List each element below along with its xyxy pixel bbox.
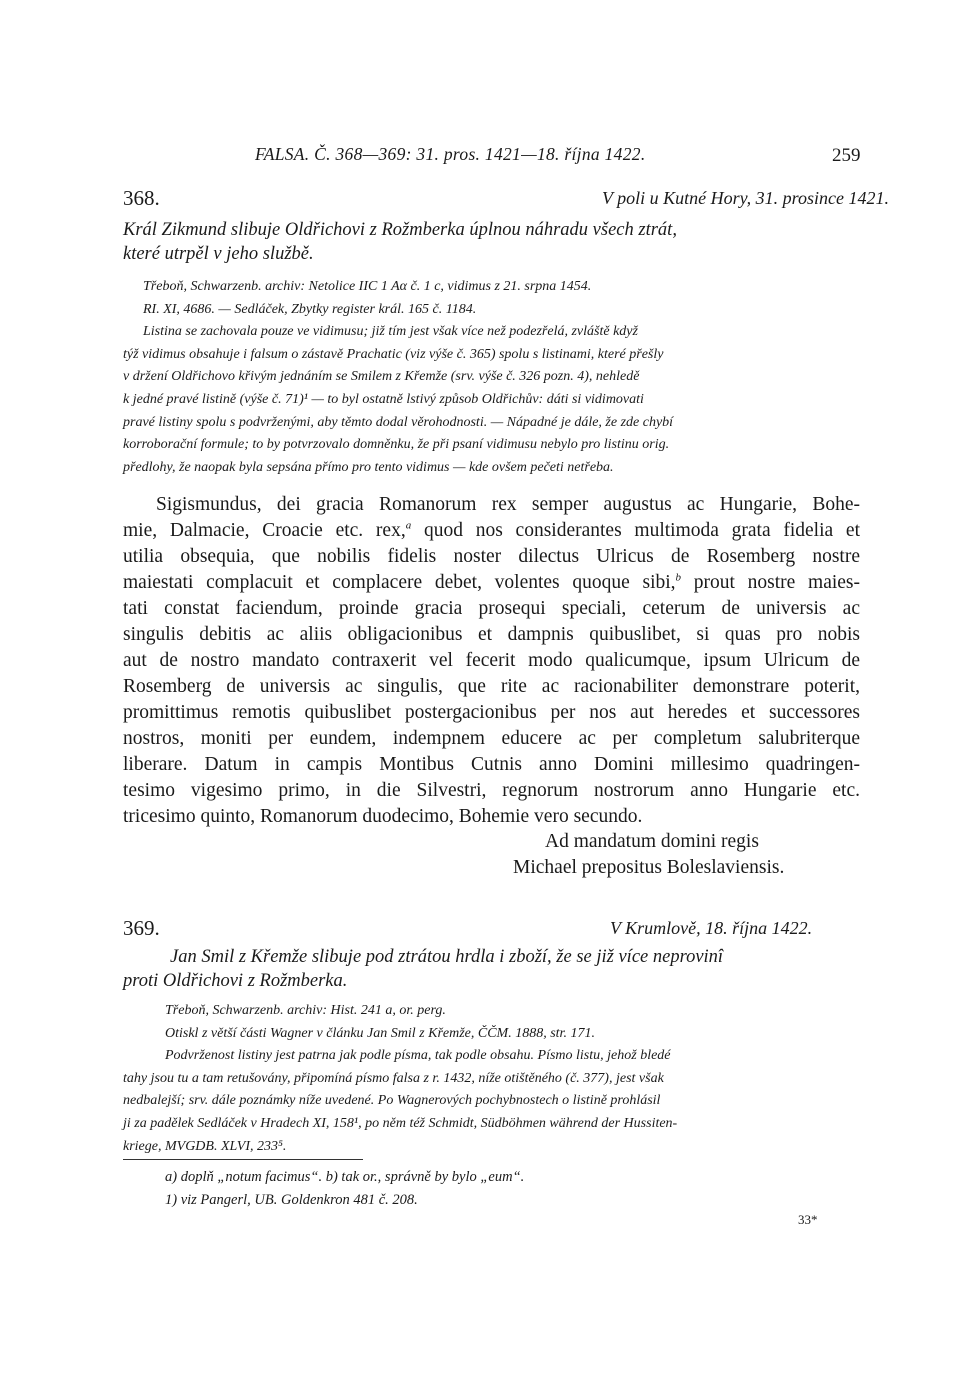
text-line [123,778,860,804]
entry-368-regest [123,218,677,266]
entry-369-regest [123,945,723,993]
text-seg: Sigismundus, dei gracia Romanorum rex semper augustus ac Hungarie, Bohe- [156,494,860,515]
note-line: pravé listiny spolu s podvrženými, aby těmto dodal věrohodnosti. — Nápadné je dále, že zde chybí [123,414,674,430]
running-header: FALSA. Č. 368—369: 31. pros. 1421—18. října 1422. [255,144,646,164]
chancery-note-1: Ad mandatum domini regis [545,831,759,852]
note-line: kriege, MVGDB. XLVI, 233⁵. [123,1138,287,1154]
note-line: k jedné pravé listině (výše č. 71)¹ — to byl ostatně lstivý způsob Oldřichův: dáti si vidimovati [123,391,644,407]
note-line: Třeboň, Schwarzenb. archiv: Netolice IIC 1 Aα č. 1 c, vidimus z 21. srpna 1454. [143,279,592,294]
text-seg: aut de nostro mandato contraxerit vel fecerit modo qualicumque, ipsum Ulricum de [123,650,860,671]
text-seg: maiestati complacuit et complacere debet, volentes quoque sibi, [123,572,676,593]
note-line: Třeboň, Schwarzenb. archiv: Hist. 241 a, or. perg. [165,1003,446,1018]
regest-line: proti Oldřichovi z Rožmberka. [123,971,348,991]
footnote-ref-b: b [675,571,682,584]
entry-number-369: 369. [123,916,160,940]
entry-number-368: 368. [123,186,160,210]
text-seg: quod nos considerantes multimoda grata fidelia et [411,520,860,541]
entry-369-notes [123,1000,677,1158]
text-seg: Rosemberg de universis ac singulis, que rite ac racionabiliter demonstrare poterit, [123,676,860,697]
text-line [123,648,860,674]
text-line [123,596,860,622]
note-line: předlohy, že naopak byla sepsána přímo pro tento vidimus — kde ovšem pečeti netřeba. [123,459,614,475]
text-line [123,752,860,778]
text-seg: utilia obsequia, que nobilis fidelis noster dilectus Ulricus de Rosemberg nostre [123,546,860,567]
note-line: tahy jsou tu a tam retušovány, připomíná písmo falsa z r. 1432, níže otištěného (č. 377), jest však [123,1070,664,1086]
text-seg: tesimo vigesimo primo, in die Silvestri, regnorum nostrorum anno Hungarie etc. [123,780,860,801]
text-seg: prout nostre maies- [681,572,861,593]
note-line: korroborační formule; to by potvrzovalo domněnku, že při psaní vidimusu nebylo pro listinu orig. [123,437,670,453]
text-line [123,492,860,518]
entry-369-place-date: V Krumlově, 18. října 1422. [610,918,813,938]
footnote-rule [123,1159,363,1160]
text-line [123,674,860,700]
text-line [123,570,860,596]
footnote-ref-a: a [405,519,412,532]
footnote-a-b: a) doplň „notum facimus“. b) tak or., správně by bylo „eum“. [165,1169,525,1185]
text-seg: liberare. Datum in campis Montibus Cutnis anno Domini millesimo quadringen- [123,754,860,775]
text-seg: tricesimo quinto, Romanorum duodecimo, Bohemie vero secundo. [123,806,643,827]
note-line: RI. XI, 4686. — Sedláček, Zbytky register král. 165 č. 1184. [143,301,477,317]
entry-368-notes [123,276,673,479]
text-seg: singulis debitis ac aliis obligacionibus et dampnis quibuslibet, si quas pro nobis [123,624,860,645]
text-seg: promittimus remotis quibuslibet postergacionibus per nos aut heredes et successores [123,702,860,723]
text-line [123,544,860,570]
note-line: týž vidimus obsahuje i falsum o zástavě Prachatic (viz výše č. 365) spolu s listinami, které přešly [123,346,664,362]
text-seg: mie, Dalmacie, Croacie etc. rex, [123,520,406,541]
text-seg: nostros, moniti per eundem, indempnem educere ac per completum salubriterque [123,728,860,749]
text-line [123,804,860,830]
signature-mark: 33* [798,1212,818,1227]
text-seg: tati constat faciendum, proinde gracia prosequi speciali, ceterum de universis ac [123,598,860,619]
text-line [123,726,860,752]
note-line: v držení Oldřichovo křivým jednáním se Smilem z Křemže (srv. výše č. 326 pozn. 4), nehledě [123,369,640,385]
page-number: 259 [832,145,861,166]
regest-line: Král Zikmund slibuje Oldřichovi z Rožmberka úplnou náhradu všech ztrát, [123,220,677,240]
footnote-1: 1) viz Pangerl, UB. Goldenkron 481 č. 208. [165,1192,418,1208]
regest-line: Jan Smil z Křemže slibuje pod ztrátou hrdla i zboží, že se již více neprovinî [170,947,724,967]
text-line [123,622,860,648]
text-line [123,700,860,726]
note-line: nedbalejší; srv. dále poznámky níže uvedené. Po Wagnerových pochybnostech o listině prohlásil [123,1093,661,1109]
text-line [123,518,860,544]
note-line: ji za padělek Sedláček v Hradech XI, 158¹, po něm též Schmidt, Südböhmen während der Hussiten- [123,1115,678,1131]
note-line: Podvrženost listiny jest patrna jak podle písma, tak podle obsahu. Písmo listu, jehož bledé [165,1048,671,1064]
note-line: Listina se zachovala pouze ve vidimusu; již tím jest však více než podezřelá, zvláště když [143,324,638,340]
note-line: Otiskl z větší části Wagner v článku Jan Smil z Křemže, ČČM. 1888, str. 171. [165,1025,595,1041]
entry-368-place-date: V poli u Kutné Hory, 31. prosince 1421. [602,188,889,208]
chancery-note-2: Michael prepositus Boleslaviensis. [513,857,785,878]
entry-368-text [123,492,860,830]
regest-line: které utrpěl v jeho službě. [123,244,314,264]
